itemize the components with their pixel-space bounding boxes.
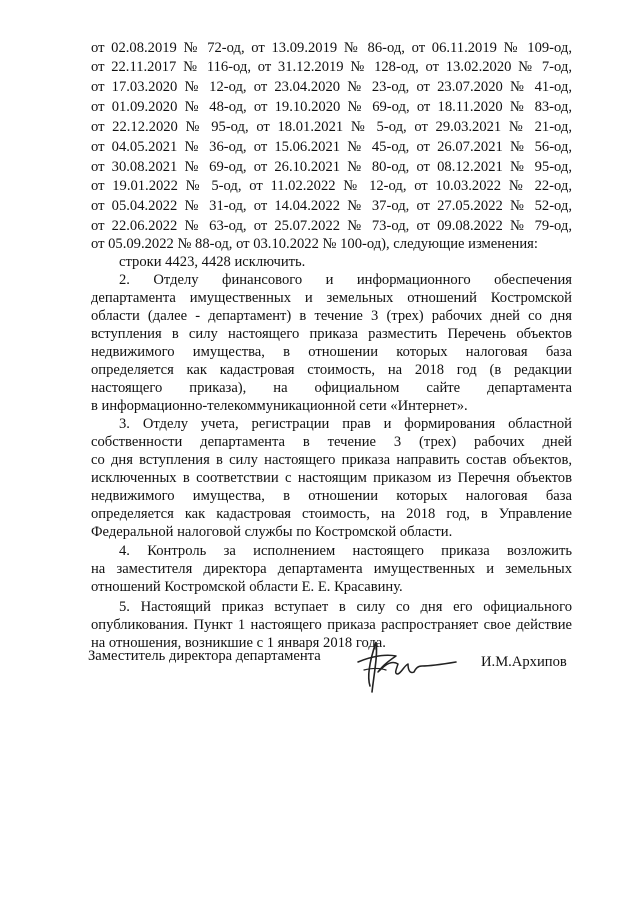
paragraph-5-line: 5. Настоящий приказ вступает в силу со дня его официального bbox=[119, 599, 572, 615]
paragraph-3-line: 3. Отделу учета, регистрации прав и формирования областной bbox=[119, 416, 572, 432]
text-line: от 05.04.2022 № 31-од, от 14.04.2022 № 37-од, от 27.05.2022 № 52-од, bbox=[91, 198, 572, 214]
paragraph-4-line: отношений Костромской области Е. Е. Красавину. bbox=[91, 579, 403, 595]
text-line: от 05.09.2022 № 88-од, от 03.10.2022 № 100-од), следующие изменения: bbox=[91, 236, 538, 252]
paragraph-2-line: департамента имущественных и земельных отношений Костромской bbox=[91, 290, 572, 306]
paragraph-3-line: со дня вступления в силу настоящего приказа направить состав объектов, bbox=[91, 452, 572, 468]
signatory-title: Заместитель директора департамента bbox=[88, 648, 321, 664]
paragraph-3-line: недвижимого имущества, в отношении которых налоговая база bbox=[91, 488, 572, 504]
text-line: от 22.12.2020 № 95-од, от 18.01.2021 № 5-од, от 29.03.2021 № 21-од, bbox=[91, 119, 572, 135]
text-line: строки 4423, 4428 исключить. bbox=[119, 254, 306, 270]
paragraph-4-line: на заместителя директора департамента имущественных и земельных bbox=[91, 561, 572, 577]
text-line: от 22.11.2017 № 116-од, от 31.12.2019 № 128-од, от 13.02.2020 № 7-од, bbox=[91, 59, 572, 75]
text-line: от 04.05.2021 № 36-од, от 15.06.2021 № 45-од, от 26.07.2021 № 56-од, bbox=[91, 139, 572, 155]
text-line: от 30.08.2021 № 69-од, от 26.10.2021 № 80-од, от 08.12.2021 № 95-од, bbox=[91, 159, 572, 175]
paragraph-5-line: опубликования. Пункт 1 настоящего приказа распространяет свое действие bbox=[91, 617, 572, 633]
paragraph-2-line: области (далее - департамент) в течение 3 (трех) рабочих дней со дня bbox=[91, 308, 572, 324]
handwritten-signature bbox=[352, 634, 460, 696]
paragraph-3-line: исключенных в соответствии с настоящим приказом из Перечня объектов bbox=[91, 470, 572, 486]
text-line: от 02.08.2019 № 72-од, от 13.09.2019 № 86-од, от 06.11.2019 № 109-од, bbox=[91, 40, 572, 56]
text-line: от 01.09.2020 № 48-од, от 19.10.2020 № 69-од, от 18.11.2020 № 83-од, bbox=[91, 99, 572, 115]
signatory-name: И.М.Архипов bbox=[481, 654, 567, 670]
paragraph-2-line: настоящего приказа), на официальном сайте департамента bbox=[91, 380, 572, 396]
paragraph-4-line: 4. Контроль за исполнением настоящего приказа возложить bbox=[119, 543, 572, 559]
paragraph-2-line: вступления в силу настоящего приказа разместить Перечень объектов bbox=[91, 326, 572, 342]
text-line: от 17.03.2020 № 12-од, от 23.04.2020 № 23-од, от 23.07.2020 № 41-од, bbox=[91, 79, 572, 95]
paragraph-3-line: определяется как кадастровая стоимость, на 2018 год, в Управление bbox=[91, 506, 572, 522]
paragraph-2-line: 2. Отделу финансового и информационного обеспечения bbox=[119, 272, 572, 288]
paragraph-2-line: недвижимого имущества, в отношении которых налоговая база bbox=[91, 344, 572, 360]
paragraph-2-line: в информационно-телекоммуникационной сети «Интернет». bbox=[91, 398, 468, 414]
paragraph-5-line: на отношения, возникшие с 1 января 2018 года. bbox=[91, 635, 386, 651]
text-line: от 19.01.2022 № 5-од, от 11.02.2022 № 12-од, от 10.03.2022 № 22-од, bbox=[91, 178, 572, 194]
paragraph-2-line: определяется как кадастровая стоимость, на 2018 год (в редакции bbox=[91, 362, 572, 378]
text-line: от 22.06.2022 № 63-од, от 25.07.2022 № 73-од, от 09.08.2022 № 79-од, bbox=[91, 218, 572, 234]
paragraph-3-line: Федеральной налоговой службы по Костромской области. bbox=[91, 524, 453, 540]
paragraph-3-line: собственности департамента в течение 3 (трех) рабочих дней bbox=[91, 434, 572, 450]
